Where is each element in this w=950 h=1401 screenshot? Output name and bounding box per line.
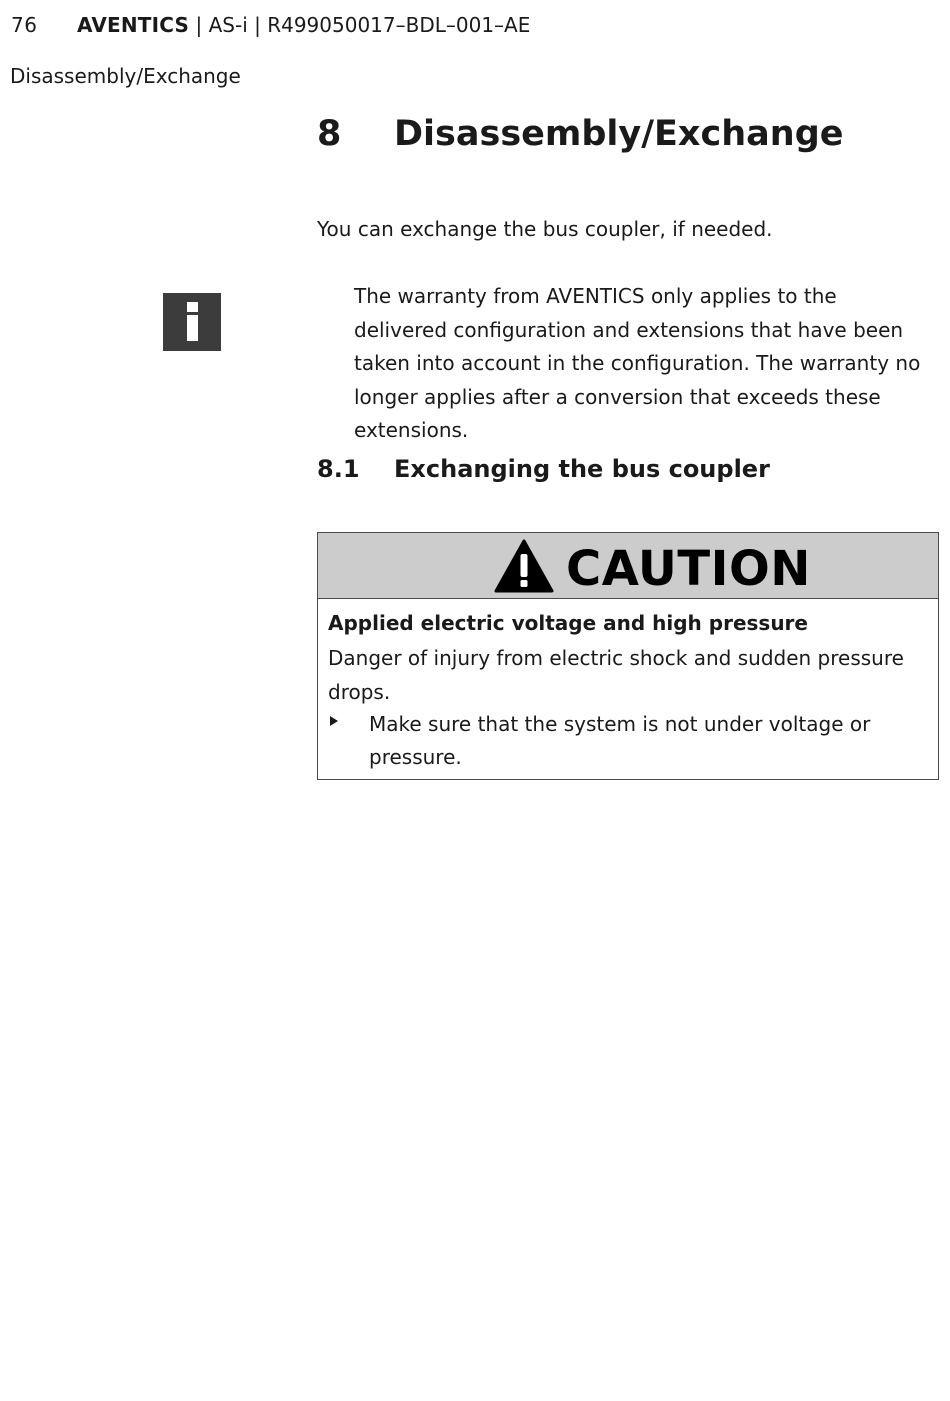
intro-paragraph: You can exchange the bus coupler, if needed.	[317, 217, 773, 241]
caution-header	[318, 533, 938, 599]
document-reference	[77, 12, 530, 38]
caution-action: Make sure that the system is not under voltage or pressure.	[369, 712, 871, 769]
caution-signal-word: CAUTION	[566, 541, 811, 597]
section-number: 8	[317, 114, 342, 154]
caution-heading: Applied electric voltage and high pressure	[328, 611, 808, 635]
subsection-title: Exchanging the bus coupler	[394, 455, 770, 483]
page-number: 76	[11, 13, 38, 37]
running-section-title: Disassembly/Exchange	[10, 64, 241, 88]
brand-name: AVENTICS	[77, 13, 190, 37]
warranty-note: The warranty from AVENTICS only applies to the delivered configuration and extensions that have been taken into account in the configuration. The warranty no longer applies after a conversion that exceeds these extensions.	[354, 284, 921, 442]
bullet-arrow-icon	[330, 716, 338, 726]
section-title: Disassembly/Exchange	[394, 114, 844, 154]
caution-box	[317, 532, 939, 780]
info-icon	[163, 293, 221, 351]
document-id: | AS-i | R499050017–BDL–001–AE	[189, 13, 531, 37]
subsection-number: 8.1	[317, 455, 360, 483]
caution-description: Danger of injury from electric shock and sudden pressure drops.	[328, 646, 904, 704]
warning-triangle-icon	[494, 539, 554, 593]
